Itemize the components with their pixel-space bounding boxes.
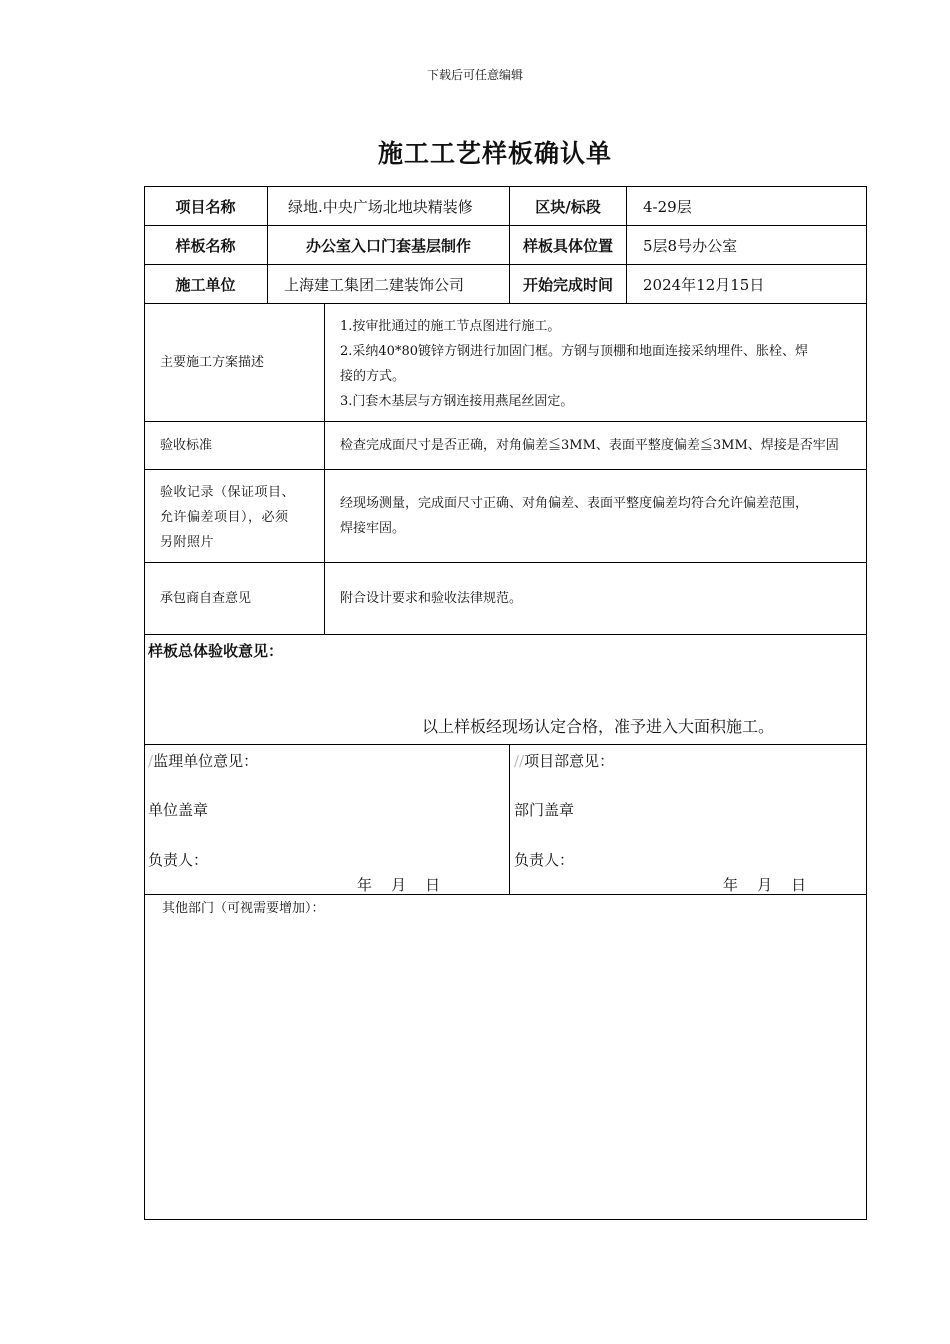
sample-name-value: 办公室入口门套基层制作: [305, 236, 471, 255]
row-divider: [144, 634, 867, 635]
construction-unit-value: 上海建工集团二建装饰公司: [284, 275, 465, 294]
other-departments-title: 其他部门（可视需要增加）：: [162, 901, 325, 916]
supervisor-mark: /: [148, 752, 154, 770]
supervisor-title: 监理单位意见：: [153, 752, 259, 770]
block-section-label: 区块/标段: [535, 197, 601, 216]
project-name-value: 绿地.中央广场北地块精装修: [288, 197, 473, 216]
record-line: 经现场测量，完成面尺寸正确、对角偏差、表面平整度偏差均符合允许偏差范围，: [340, 496, 809, 511]
plan-line: 1.按审批通过的施工节点图进行施工。: [340, 319, 561, 334]
project-dept-mark: //: [514, 752, 525, 770]
row-divider: [144, 744, 867, 745]
record-line: 焊接牢固。: [340, 521, 406, 536]
start-finish-time-value: 2024年12月15日: [643, 275, 765, 294]
plan-label: 主要施工方案描述: [160, 355, 265, 370]
project-dept-seal: 部门盖章: [514, 801, 575, 819]
project-dept-date: 年 月 日: [723, 876, 807, 894]
plan-line: 2.采纳40*80镀锌方钢进行加固门框。方钢与顶棚和地面连接采纳埋件、胀栓、焊: [340, 344, 808, 359]
plan-line: 接的方式。: [340, 369, 406, 384]
header-note: 下载后可任意编辑: [426, 68, 523, 82]
supervisor-heading: [148, 750, 258, 771]
col-divider: [509, 744, 510, 895]
supervisor-person: 负责人：: [148, 851, 209, 869]
project-dept-heading: [514, 750, 614, 771]
plan-text: [340, 314, 860, 414]
record-label: [160, 480, 322, 555]
contractor-text: 附合设计要求和验收法律规范。: [340, 591, 523, 606]
row-divider: [144, 469, 867, 470]
supervisor-seal: 单位盖章: [148, 801, 209, 819]
construction-unit-label: 施工单位: [175, 275, 236, 294]
project-dept-title: 项目部意见：: [524, 752, 615, 770]
page-title: 施工工艺样板确认单: [377, 139, 612, 168]
overall-title: 样板总体验收意见：: [148, 642, 284, 660]
record-label-line: 允许偏差项目），必须: [160, 510, 289, 525]
contractor-label: 承包商自查意见: [160, 591, 252, 606]
record-text: [340, 491, 865, 541]
standard-label: 验收标准: [160, 438, 213, 453]
sample-name-label: 样板名称: [175, 236, 236, 255]
plan-line: 3.门套木基层与方钢连接用燕尾丝固定。: [340, 394, 574, 409]
project-name-label: 项目名称: [175, 197, 236, 216]
start-finish-time-label: 开始完成时间: [522, 275, 613, 294]
project-dept-person: 负责人：: [514, 851, 575, 869]
overall-text: 以上样板经现场认定合格，准予进入大面积施工。: [422, 717, 775, 736]
record-label-line: 验收记录（保证项目、: [160, 485, 296, 500]
supervisor-date: 年 月 日: [357, 876, 441, 894]
col-divider: [324, 303, 325, 635]
block-section-value: 4-29层: [643, 197, 692, 216]
sample-location-label: 样板具体位置: [522, 236, 613, 255]
standard-text: 检查完成面尺寸是否正确，对角偏差≦3MM、表面平整度偏差≦3MM、焊接是否牢固: [340, 438, 839, 453]
sample-location-value: 5层8号办公室: [643, 236, 738, 255]
record-label-line: 另附照片: [160, 535, 215, 550]
